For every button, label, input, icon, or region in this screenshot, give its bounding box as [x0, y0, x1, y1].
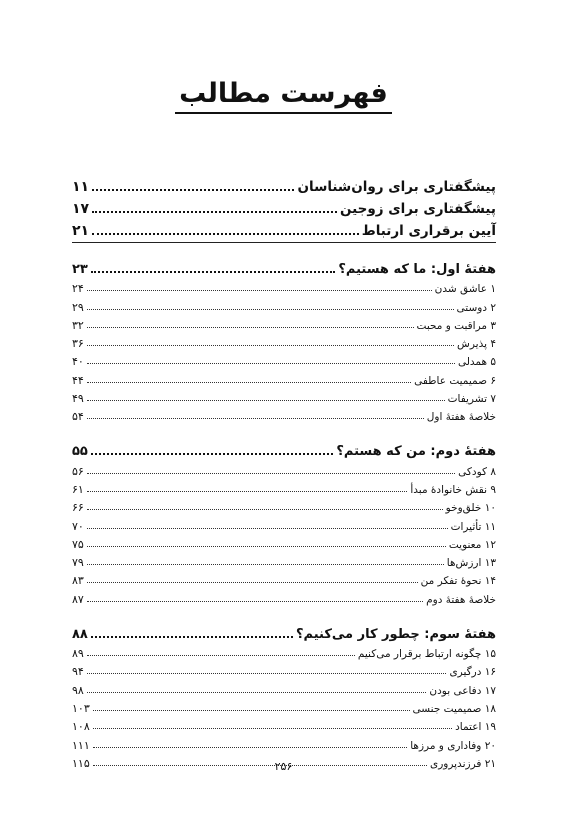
toc-entry-page: ۱۱: [72, 179, 90, 195]
toc-entry-page: ۴۴: [72, 373, 84, 387]
dot-leader: [87, 582, 418, 583]
dot-leader: [87, 509, 443, 510]
toc-entry-label: ۲ دوستی: [456, 301, 496, 314]
page-title-wrap: [0, 78, 567, 109]
toc-entry-label: ۷ تشریفات: [447, 393, 496, 406]
toc-entry-page: ۵۶: [72, 464, 84, 478]
toc-entry: [72, 314, 496, 332]
toc-entry-page: ۱۷: [72, 201, 90, 217]
dot-leader: [87, 363, 455, 364]
toc-entry-page: ۹۴: [72, 665, 84, 679]
toc-entry-label: ۱۶ درگیری: [449, 666, 496, 679]
toc-entry-label: ۳ مراقبت و محبت: [416, 319, 496, 332]
toc-entry-page: ۳۲: [72, 318, 84, 332]
toc-entry: [72, 387, 496, 405]
toc-entry-label: ۲۰ وفاداری و مرزها: [410, 739, 496, 752]
toc-entry: [72, 405, 496, 423]
toc-entry: [72, 459, 496, 477]
section-heading-label: هفتهٔ اول: ما که هستیم؟: [338, 262, 496, 277]
dot-leader: [87, 400, 445, 401]
dot-leader: [93, 747, 408, 748]
toc-entry-label: ۵ همدلی: [457, 356, 496, 369]
toc-entry-page: ۱۱۵: [72, 756, 90, 770]
dot-leader: [87, 564, 444, 565]
toc-entry: [72, 569, 496, 587]
toc-entry-label: خلاصهٔ هفتهٔ اول: [426, 411, 496, 424]
toc-entry-page: ۸۷: [72, 592, 84, 606]
toc-entry-label: ۱۹ اعتماد: [455, 721, 496, 734]
dot-leader: [87, 655, 355, 656]
dot-leader: [87, 473, 455, 474]
toc-entry-intro: [72, 173, 496, 195]
toc-entry: [72, 514, 496, 532]
toc-entry-page: ۶۶: [72, 501, 84, 515]
toc-entry: [72, 697, 496, 715]
section-heading-page: ۲۳: [72, 262, 88, 277]
toc-entry-page: ۲۹: [72, 300, 84, 314]
toc-entry: [72, 715, 496, 733]
toc-section-heading: [72, 620, 496, 642]
toc-entry: [72, 678, 496, 696]
toc-entry-intro: [72, 217, 496, 239]
dot-leader: [87, 309, 454, 310]
dot-leader: [87, 290, 432, 291]
toc-entry-page: ۱۰۸: [72, 720, 90, 734]
dot-leader: [87, 382, 411, 383]
dot-leader: [92, 189, 294, 191]
section-heading-label: هفتهٔ سوم: چطور کار می‌کنیم؟: [295, 626, 496, 642]
toc-entry-label: ۴ پذیرش: [457, 338, 496, 351]
toc-entry: [72, 733, 496, 751]
toc-entry-page: ۳۶: [72, 337, 84, 351]
dot-leader: [87, 546, 446, 547]
toc-entry-label: آیین برقراری ارتباط: [361, 223, 496, 239]
dot-leader: [91, 453, 334, 455]
toc-entry: [72, 295, 496, 313]
toc-entry: [72, 478, 496, 496]
toc-entry-label: پیشگفتاری برای روان‌شناسان: [297, 179, 496, 195]
dot-leader: [87, 528, 448, 529]
toc-entry-label: ۲۱ فرزندپروری: [429, 757, 496, 770]
toc-entry-page: ۷۵: [72, 537, 84, 551]
toc-entry-page: ۱۰۳: [72, 701, 90, 715]
dot-leader: [87, 692, 427, 693]
toc-entry-label: ۱۰ خلق‌وخو: [445, 502, 496, 515]
page-title: فهرست مطالب: [175, 78, 392, 114]
toc-entry-page: ۷۹: [72, 556, 84, 570]
section-heading-page: ۸۸: [72, 626, 88, 642]
toc-entry-page: ۹۸: [72, 683, 84, 697]
dot-leader: [91, 271, 335, 273]
dot-leader: [87, 418, 424, 419]
toc-entry-page: ۱۱۱: [72, 738, 90, 752]
dot-leader: [87, 327, 414, 328]
toc-entry-label: ۱۵ چگونه ارتباط برقرار می‌کنیم: [357, 648, 496, 661]
toc-entry: [72, 642, 496, 660]
toc-entry-label: ۱۱ تأثیرات: [450, 520, 496, 533]
dot-leader: [93, 728, 452, 729]
toc-entry-page: ۵۴: [72, 410, 84, 424]
toc-entry: [72, 277, 496, 295]
toc-entry-label: ۱۳ ارزش‌ها: [446, 557, 496, 570]
toc-entry-label: ۱ عاشق شدن: [434, 283, 496, 296]
section-heading-label: هفتهٔ دوم: من که هستم؟: [336, 444, 496, 460]
toc-entry-label: پیشگفتاری برای زوجین: [339, 201, 496, 217]
toc-entry: [72, 368, 496, 386]
toc-entry: [72, 533, 496, 551]
dot-leader: [87, 491, 408, 492]
dot-leader: [87, 673, 447, 674]
dot-leader: [93, 710, 410, 711]
toc-entry-page: ۸۳: [72, 574, 84, 588]
toc-entry-page: ۴۹: [72, 392, 84, 406]
toc-entry-page: ۴۰: [72, 355, 84, 369]
page-footer: [0, 757, 567, 773]
dot-leader: [92, 233, 359, 235]
toc-entry-page: ۸۹: [72, 647, 84, 661]
toc-section-heading: [72, 255, 496, 277]
toc-entry: [72, 660, 496, 678]
toc-entry: [72, 587, 496, 605]
table-of-contents: [72, 173, 496, 770]
toc-entry-label: ۸ کودکی: [458, 465, 496, 478]
section-heading-page: ۵۵: [72, 444, 88, 460]
toc-entry-page: ۲۱: [72, 223, 90, 239]
toc-entry-page: ۶۱: [72, 482, 84, 496]
toc-entry-intro: [72, 195, 496, 217]
toc-entry: [72, 350, 496, 368]
toc-entry-label: ۱۷ دفاعی بودن: [429, 684, 496, 697]
toc-entry: [72, 332, 496, 350]
toc-entry-label: ۶ صمیمیت عاطفی: [414, 374, 496, 387]
toc-entry-label: ۹ نقش خانوادهٔ مبدأ: [410, 483, 496, 496]
dot-leader: [87, 345, 454, 346]
dot-leader: [92, 211, 337, 213]
toc-section-heading: [72, 437, 496, 459]
toc-entry-label: ۱۴ نحوهٔ تفکر من: [420, 575, 496, 588]
toc-entry-label: ۱۲ معنویت: [448, 538, 496, 551]
toc-entry-label: ۱۸ صمیمیت جنسی: [412, 702, 496, 715]
toc-entry-page: ۷۰: [72, 519, 84, 533]
toc-entry: [72, 551, 496, 569]
toc-entry: [72, 496, 496, 514]
dot-leader: [87, 601, 423, 602]
toc-entry-label: خلاصهٔ هفتهٔ دوم: [426, 593, 496, 606]
page-number: ۲۵۶: [274, 760, 293, 773]
dot-leader: [91, 636, 293, 638]
toc-entry-page: ۲۴: [72, 282, 84, 296]
